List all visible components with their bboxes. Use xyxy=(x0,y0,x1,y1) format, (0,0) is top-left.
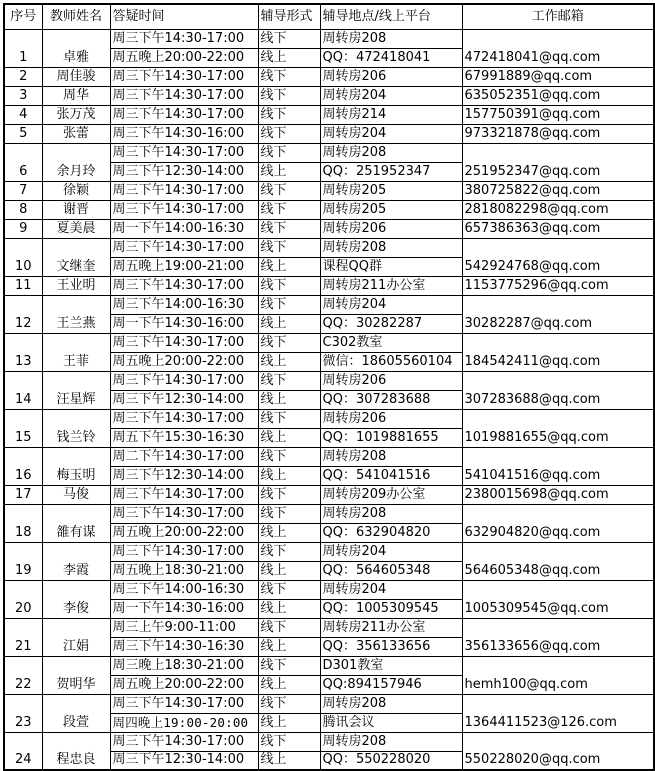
email-cell[interactable]: 2380015698@qq.com xyxy=(462,485,654,504)
time-cell[interactable]: 周三下午14:30-17:00 xyxy=(110,485,258,504)
place-cell[interactable]: QQ：564605348 xyxy=(320,561,462,580)
table-row xyxy=(4,181,654,200)
table-row xyxy=(4,295,654,314)
format-cell[interactable]: 线下 xyxy=(258,504,320,523)
format-cell[interactable]: 线下 xyxy=(258,29,320,48)
email-cell[interactable]: 550228020@qq.com xyxy=(462,732,654,770)
row-number-cell[interactable]: 4 xyxy=(4,105,42,124)
teacher-name-cell[interactable]: 王业明 xyxy=(42,276,110,295)
place-cell[interactable]: D301教室 xyxy=(320,656,462,675)
place-cell[interactable]: 周转房208 xyxy=(320,29,462,48)
time-cell[interactable]: 周三下午14:30-17:00 xyxy=(110,29,258,48)
time-cell[interactable]: 周三下午14:30-17:00 xyxy=(110,542,258,561)
time-cell[interactable]: 周三下午14:00-16:30 xyxy=(110,295,258,314)
place-cell[interactable]: 周转房206 xyxy=(320,219,462,238)
table-row xyxy=(4,447,654,466)
format-cell[interactable]: 线上 xyxy=(258,48,320,67)
time-cell[interactable]: 周三下午14:30-16:00 xyxy=(110,124,258,143)
format-cell[interactable]: 线下 xyxy=(258,143,320,162)
teacher-name-cell[interactable]: 贺明华 xyxy=(42,656,110,694)
time-cell[interactable]: 周五晚上20:00-22:00 xyxy=(110,48,258,67)
header-teacher-name[interactable]: 教师姓名 xyxy=(42,4,110,29)
place-cell[interactable]: QQ：251952347 xyxy=(320,162,462,181)
place-cell[interactable]: 周转房204 xyxy=(320,580,462,599)
teacher-name-cell[interactable]: 段萱 xyxy=(42,694,110,732)
teacher-name-cell[interactable]: 周华 xyxy=(42,86,110,105)
place-cell[interactable]: QQ：550228020 xyxy=(320,751,462,770)
time-cell[interactable]: 周三下午14:30-17:00 xyxy=(110,732,258,751)
table-row xyxy=(4,542,654,561)
format-cell[interactable]: 线下 xyxy=(258,485,320,504)
table-row xyxy=(4,333,654,352)
format-cell[interactable]: 线上 xyxy=(258,466,320,485)
row-number-cell[interactable]: 1 xyxy=(4,29,42,67)
header-row xyxy=(4,4,654,29)
format-cell[interactable]: 线下 xyxy=(258,86,320,105)
email-cell[interactable]: 1019881655@qq.com xyxy=(462,409,654,447)
format-cell[interactable]: 线下 xyxy=(258,67,320,86)
place-cell[interactable]: QQ：1005309545 xyxy=(320,599,462,618)
row-number-cell[interactable]: 7 xyxy=(4,181,42,200)
table-row xyxy=(4,618,654,637)
row-number-cell[interactable]: 18 xyxy=(4,504,42,542)
row-number-cell[interactable]: 21 xyxy=(4,618,42,656)
header-work-email[interactable]: 工作邮箱 xyxy=(462,4,654,29)
place-cell[interactable]: 周转房208 xyxy=(320,732,462,751)
time-cell[interactable]: 周三下午14:30-17:00 xyxy=(110,409,258,428)
time-cell[interactable]: 周三下午12:30-14:00 xyxy=(110,162,258,181)
place-cell[interactable]: 周转房204 xyxy=(320,542,462,561)
row-number-cell[interactable]: 3 xyxy=(4,86,42,105)
header-number[interactable]: 序号 xyxy=(4,4,42,29)
place-cell[interactable]: 周转房209办公室 xyxy=(320,485,462,504)
format-cell[interactable]: 线下 xyxy=(258,656,320,675)
email-cell[interactable]: 542924768@qq.com xyxy=(462,238,654,276)
time-cell[interactable]: 周三下午14:30-17:00 xyxy=(110,504,258,523)
teacher-name-cell[interactable]: 王兰燕 xyxy=(42,295,110,333)
teacher-name-cell[interactable]: 李霞 xyxy=(42,542,110,580)
email-cell[interactable]: 973321878@qq.com xyxy=(462,124,654,143)
format-cell[interactable]: 线上 xyxy=(258,713,320,732)
email-cell[interactable]: 380725822@qq.com xyxy=(462,181,654,200)
teacher-name-cell[interactable]: 夏美晨 xyxy=(42,219,110,238)
place-cell[interactable]: 周转房205 xyxy=(320,200,462,219)
format-cell[interactable]: 线下 xyxy=(258,618,320,637)
email-cell[interactable]: 635052351@qq.com xyxy=(462,86,654,105)
row-number-cell[interactable]: 13 xyxy=(4,333,42,371)
teacher-name-cell[interactable]: 卓雅 xyxy=(42,29,110,67)
teacher-name-cell[interactable]: 钱兰铃 xyxy=(42,409,110,447)
row-number-cell[interactable]: 8 xyxy=(4,200,42,219)
email-cell[interactable]: hemh100@qq.com xyxy=(462,656,654,694)
time-cell[interactable]: 周三晚上18:30-21:00 xyxy=(110,656,258,675)
teacher-name-cell[interactable]: 王菲 xyxy=(42,333,110,371)
teacher-name-cell[interactable]: 谢晋 xyxy=(42,200,110,219)
email-cell[interactable]: 356133656@qq.com xyxy=(462,618,654,656)
row-number-cell[interactable]: 5 xyxy=(4,124,42,143)
place-cell[interactable]: 周转房205 xyxy=(320,181,462,200)
teacher-name-cell[interactable]: 张万茂 xyxy=(42,105,110,124)
table-row xyxy=(4,143,654,162)
row-number-cell[interactable]: 16 xyxy=(4,447,42,485)
format-cell[interactable]: 线下 xyxy=(258,409,320,428)
email-cell[interactable]: 472418041@qq.com xyxy=(462,29,654,67)
time-cell[interactable]: 周五晚上20:00-22:00 xyxy=(110,523,258,542)
table-row xyxy=(4,485,654,504)
row-number-cell[interactable]: 23 xyxy=(4,694,42,732)
place-cell[interactable]: 周转房206 xyxy=(320,371,462,390)
place-cell[interactable]: 课程QQ群 xyxy=(320,257,462,276)
row-number-cell[interactable]: 24 xyxy=(4,732,42,770)
format-cell[interactable]: 线上 xyxy=(258,561,320,580)
place-cell[interactable]: QQ：541041516 xyxy=(320,466,462,485)
time-cell[interactable]: 周一下午14:30-16:00 xyxy=(110,599,258,618)
time-cell[interactable]: 周三下午14:30-17:00 xyxy=(110,67,258,86)
time-cell[interactable]: 周五下午15:30-16:30 xyxy=(110,428,258,447)
time-cell[interactable]: 周五晚上20:00-22:00 xyxy=(110,675,258,694)
time-cell[interactable]: 周五晚上19:00-21:00 xyxy=(110,257,258,276)
place-cell[interactable]: QQ：1019881655 xyxy=(320,428,462,447)
place-cell[interactable]: QQ:894157946 xyxy=(320,675,462,694)
table-row xyxy=(4,238,654,257)
place-cell[interactable]: 周转房204 xyxy=(320,295,462,314)
format-cell[interactable]: 线下 xyxy=(258,580,320,599)
row-number-cell[interactable]: 14 xyxy=(4,371,42,409)
time-cell[interactable]: 周三下午14:30-17:00 xyxy=(110,238,258,257)
format-cell[interactable]: 线下 xyxy=(258,200,320,219)
format-cell[interactable]: 线下 xyxy=(258,447,320,466)
time-cell[interactable]: 周三下午14:30-17:00 xyxy=(110,143,258,162)
email-cell[interactable]: 157750391@qq.com xyxy=(462,105,654,124)
teacher-name-cell[interactable]: 江娟 xyxy=(42,618,110,656)
format-cell[interactable]: 线上 xyxy=(258,257,320,276)
table-row xyxy=(4,219,654,238)
format-cell[interactable]: 线下 xyxy=(258,219,320,238)
teacher-name-cell[interactable]: 周佳骏 xyxy=(42,67,110,86)
format-cell[interactable]: 线上 xyxy=(258,523,320,542)
format-cell[interactable]: 线上 xyxy=(258,751,320,770)
time-cell[interactable]: 周三下午14:00-16:30 xyxy=(110,580,258,599)
time-cell[interactable]: 周五晚上20:00-22:00 xyxy=(110,352,258,371)
format-cell[interactable]: 线上 xyxy=(258,428,320,447)
place-cell[interactable]: QQ：307283688 xyxy=(320,390,462,409)
row-number-cell[interactable]: 12 xyxy=(4,295,42,333)
email-cell[interactable]: 657386363@qq.com xyxy=(462,219,654,238)
table-row xyxy=(4,409,654,428)
time-cell[interactable]: 周三下午14:30-17:00 xyxy=(110,86,258,105)
email-cell[interactable]: 1005309545@qq.com xyxy=(462,580,654,618)
table-row xyxy=(4,580,654,599)
table-row xyxy=(4,86,654,105)
place-cell[interactable]: 周转房208 xyxy=(320,143,462,162)
table-row xyxy=(4,276,654,295)
email-cell[interactable]: 2818082298@qq.com xyxy=(462,200,654,219)
format-cell[interactable]: 线上 xyxy=(258,162,320,181)
time-cell[interactable]: 周三下午14:30-16:30 xyxy=(110,637,258,656)
email-cell[interactable]: 67991889@qq.com xyxy=(462,67,654,86)
teacher-name-cell[interactable]: 汪星辉 xyxy=(42,371,110,409)
row-number-cell[interactable]: 9 xyxy=(4,219,42,238)
place-cell[interactable]: QQ：356133656 xyxy=(320,637,462,656)
time-cell[interactable]: 周五晚上18:30-21:00 xyxy=(110,561,258,580)
place-cell[interactable]: 周转房214 xyxy=(320,105,462,124)
time-cell[interactable]: 周一下午14:00-16:30 xyxy=(110,219,258,238)
place-cell[interactable]: 周转房208 xyxy=(320,447,462,466)
time-cell[interactable]: 周三下午14:30-17:00 xyxy=(110,694,258,713)
email-cell[interactable]: 632904820@qq.com xyxy=(462,504,654,542)
email-cell[interactable]: 1153775296@qq.com xyxy=(462,276,654,295)
row-number-cell[interactable]: 6 xyxy=(4,143,42,181)
format-cell[interactable]: 线下 xyxy=(258,694,320,713)
format-cell[interactable]: 线上 xyxy=(258,390,320,409)
teacher-schedule-table xyxy=(3,3,655,771)
email-cell[interactable]: 251952347@qq.com xyxy=(462,143,654,181)
place-cell[interactable]: 周转房204 xyxy=(320,124,462,143)
format-cell[interactable]: 线下 xyxy=(258,276,320,295)
teacher-name-cell[interactable]: 马俊 xyxy=(42,485,110,504)
time-cell[interactable]: 周三下午14:30-17:00 xyxy=(110,371,258,390)
format-cell[interactable]: 线下 xyxy=(258,371,320,390)
time-cell[interactable]: 周四晚上19:00-20:00 xyxy=(110,713,258,732)
table-row xyxy=(4,371,654,390)
place-cell[interactable]: 周转房208 xyxy=(320,238,462,257)
place-cell[interactable]: 周转房208 xyxy=(320,694,462,713)
place-cell[interactable]: C302教室 xyxy=(320,333,462,352)
time-cell[interactable]: 周三下午12:30-14:00 xyxy=(110,751,258,770)
table-row xyxy=(4,200,654,219)
place-cell[interactable]: 周转房211办公室 xyxy=(320,618,462,637)
teacher-name-cell[interactable]: 雒有谋 xyxy=(42,504,110,542)
table-row xyxy=(4,29,654,48)
table-row xyxy=(4,105,654,124)
email-cell[interactable]: 541041516@qq.com xyxy=(462,447,654,485)
row-number-cell[interactable]: 15 xyxy=(4,409,42,447)
teacher-name-cell[interactable]: 余月玲 xyxy=(42,143,110,181)
table-row xyxy=(4,732,654,751)
time-cell[interactable]: 周三下午12:30-14:00 xyxy=(110,466,258,485)
time-cell[interactable]: 周一下午14:30-16:00 xyxy=(110,314,258,333)
format-cell[interactable]: 线下 xyxy=(258,105,320,124)
email-cell[interactable]: 1364411523@126.com xyxy=(462,694,654,732)
header-location-platform[interactable]: 辅导地点/线上平台 xyxy=(320,4,462,29)
time-cell[interactable]: 周三下午14:30-17:00 xyxy=(110,200,258,219)
format-cell[interactable]: 线上 xyxy=(258,352,320,371)
table-row xyxy=(4,694,654,713)
place-cell[interactable]: 周转房206 xyxy=(320,409,462,428)
place-cell[interactable]: QQ：30282287 xyxy=(320,314,462,333)
format-cell[interactable]: 线上 xyxy=(258,599,320,618)
format-cell[interactable]: 线上 xyxy=(258,314,320,333)
email-cell[interactable]: 30282287@qq.com xyxy=(462,295,654,333)
teacher-name-cell[interactable]: 徐颖 xyxy=(42,181,110,200)
place-cell[interactable]: 微信：18605560104 xyxy=(320,352,462,371)
format-cell[interactable]: 线上 xyxy=(258,637,320,656)
teacher-name-cell[interactable]: 程忠良 xyxy=(42,732,110,770)
row-number-cell[interactable]: 19 xyxy=(4,542,42,580)
teacher-name-cell[interactable]: 文继奎 xyxy=(42,238,110,276)
place-cell[interactable]: 周转房206 xyxy=(320,67,462,86)
header-tutoring-format[interactable]: 辅导形式 xyxy=(258,4,320,29)
place-cell[interactable]: QQ：632904820 xyxy=(320,523,462,542)
table-row xyxy=(4,67,654,86)
email-cell[interactable]: 307283688@qq.com xyxy=(462,371,654,409)
format-cell[interactable]: 线下 xyxy=(258,542,320,561)
place-cell[interactable]: 周转房204 xyxy=(320,86,462,105)
table-row xyxy=(4,504,654,523)
row-number-cell[interactable]: 20 xyxy=(4,580,42,618)
teacher-name-cell[interactable]: 李俊 xyxy=(42,580,110,618)
place-cell[interactable]: 周转房208 xyxy=(320,504,462,523)
table-row xyxy=(4,124,654,143)
format-cell[interactable]: 线下 xyxy=(258,181,320,200)
header-qa-time[interactable]: 答疑时间 xyxy=(110,4,258,29)
time-cell[interactable]: 周三下午14:30-17:00 xyxy=(110,333,258,352)
row-number-cell[interactable]: 2 xyxy=(4,67,42,86)
row-number-cell[interactable]: 10 xyxy=(4,238,42,276)
spreadsheet xyxy=(0,3,655,771)
place-cell[interactable]: 周转房211办公室 xyxy=(320,276,462,295)
format-cell[interactable]: 线下 xyxy=(258,333,320,352)
time-cell[interactable]: 周三下午14:30-17:00 xyxy=(110,105,258,124)
time-cell[interactable]: 周三上午9:00-11:00 xyxy=(110,618,258,637)
time-cell[interactable]: 周三下午14:30-17:00 xyxy=(110,181,258,200)
format-cell[interactable]: 线下 xyxy=(258,124,320,143)
format-cell[interactable]: 线下 xyxy=(258,732,320,751)
format-cell[interactable]: 线上 xyxy=(258,675,320,694)
format-cell[interactable]: 线下 xyxy=(258,295,320,314)
table-row xyxy=(4,656,654,675)
place-cell[interactable]: QQ：472418041 xyxy=(320,48,462,67)
row-number-cell[interactable]: 22 xyxy=(4,656,42,694)
teacher-name-cell[interactable]: 张蕾 xyxy=(42,124,110,143)
time-cell[interactable]: 周二下午14:30-17:00 xyxy=(110,447,258,466)
row-number-cell[interactable]: 17 xyxy=(4,485,42,504)
place-cell[interactable]: 腾讯会议 xyxy=(320,713,462,732)
time-cell[interactable]: 周三下午14:30-17:00 xyxy=(110,276,258,295)
teacher-name-cell[interactable]: 梅玉明 xyxy=(42,447,110,485)
row-number-cell[interactable]: 11 xyxy=(4,276,42,295)
email-cell[interactable]: 184542411@qq.com xyxy=(462,333,654,371)
time-cell[interactable]: 周三下午12:30-14:00 xyxy=(110,390,258,409)
format-cell[interactable]: 线下 xyxy=(258,238,320,257)
email-cell[interactable]: 564605348@qq.com xyxy=(462,542,654,580)
